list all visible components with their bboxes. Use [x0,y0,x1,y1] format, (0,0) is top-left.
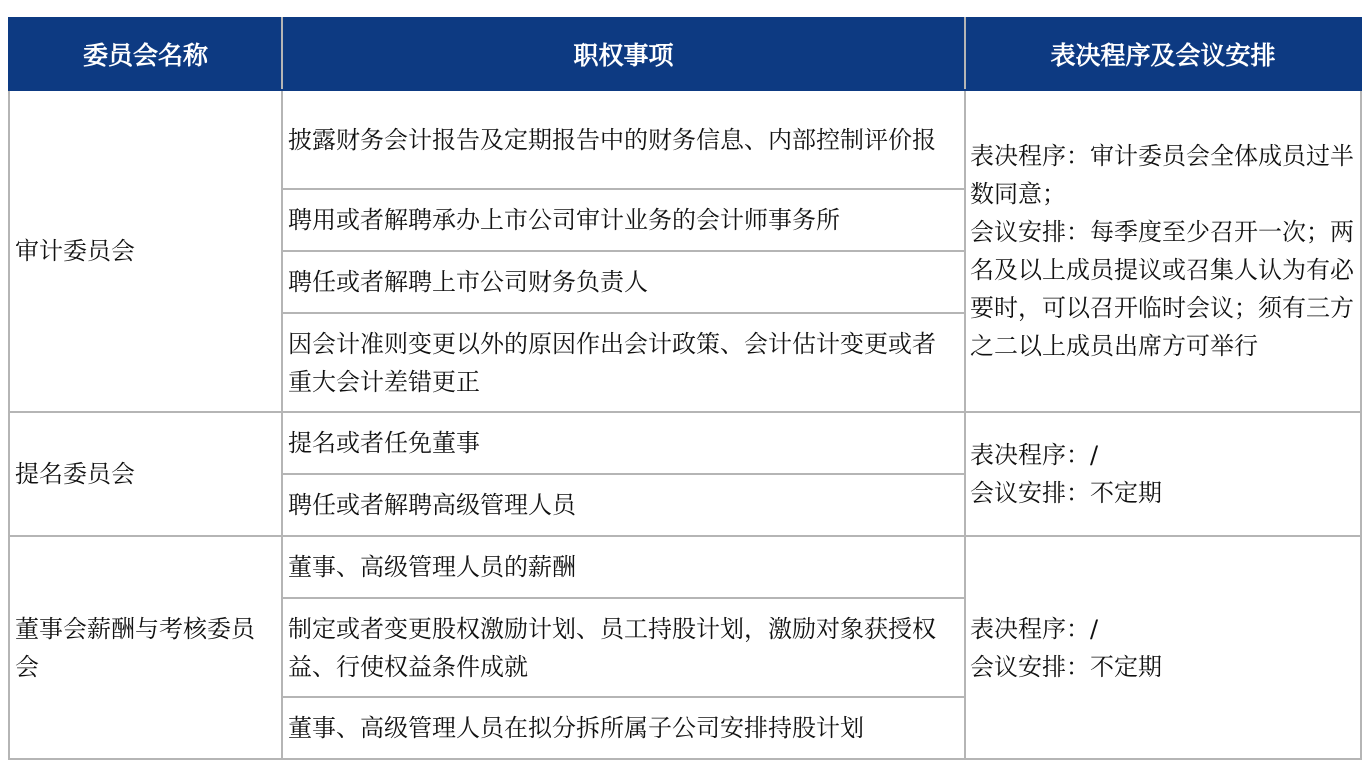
duty-cell: 聘任或者解聘上市公司财务负责人 [282,251,965,313]
vote-cell-remuneration [965,536,1361,759]
committee-table-wrapper [8,17,1362,760]
vote-cell-audit [965,90,1361,412]
table-row [9,412,1361,474]
meeting-arrangement: 会议安排：每季度至少召开一次；两名及以上成员提议或召集人认为有必要时，可以召开临时会议；须有三方之二以上成员出席方可举行 [970,218,1354,360]
header-row [9,18,1361,90]
vote-cell-nomination [965,412,1361,536]
table-row [9,90,1361,189]
header-duties: 职权事项 [282,18,965,90]
committee-table [8,17,1362,760]
duty-cell: 聘用或者解聘承办上市公司审计业务的会计师事务所 [282,189,965,251]
duty-cell: 因会计准则变更以外的原因作出会计政策、会计估计变更或者重大会计差错更正 [282,313,965,412]
duty-cell: 披露财务会计报告及定期报告中的财务信息、内部控制评价报 [282,90,965,189]
duty-cell: 董事、高级管理人员在拟分拆所属子公司安排持股计划 [282,697,965,759]
vote-procedure: 表决程序：/ [970,441,1099,469]
meeting-arrangement: 会议安排：不定期 [970,652,1162,681]
committee-name-remuneration: 董事会薪酬与考核委员会 [9,536,282,759]
committee-name-nomination: 提名委员会 [9,412,282,536]
duty-cell: 聘任或者解聘高级管理人员 [282,474,965,536]
vote-procedure: 表决程序：审计委员会全体成员过半数同意； [970,142,1354,208]
header-voting-meeting: 表决程序及会议安排 [965,18,1361,90]
duty-cell: 提名或者任免董事 [282,412,965,474]
table-row [9,536,1361,598]
meeting-arrangement: 会议安排：不定期 [970,479,1162,507]
duty-cell: 制定或者变更股权激励计划、员工持股计划，激励对象获授权益、行使权益条件成就 [282,598,965,697]
duty-cell: 董事、高级管理人员的薪酬 [282,536,965,598]
header-committee-name: 委员会名称 [9,18,282,90]
vote-procedure: 表决程序：/ [970,614,1099,643]
committee-name-audit: 审计委员会 [9,90,282,412]
